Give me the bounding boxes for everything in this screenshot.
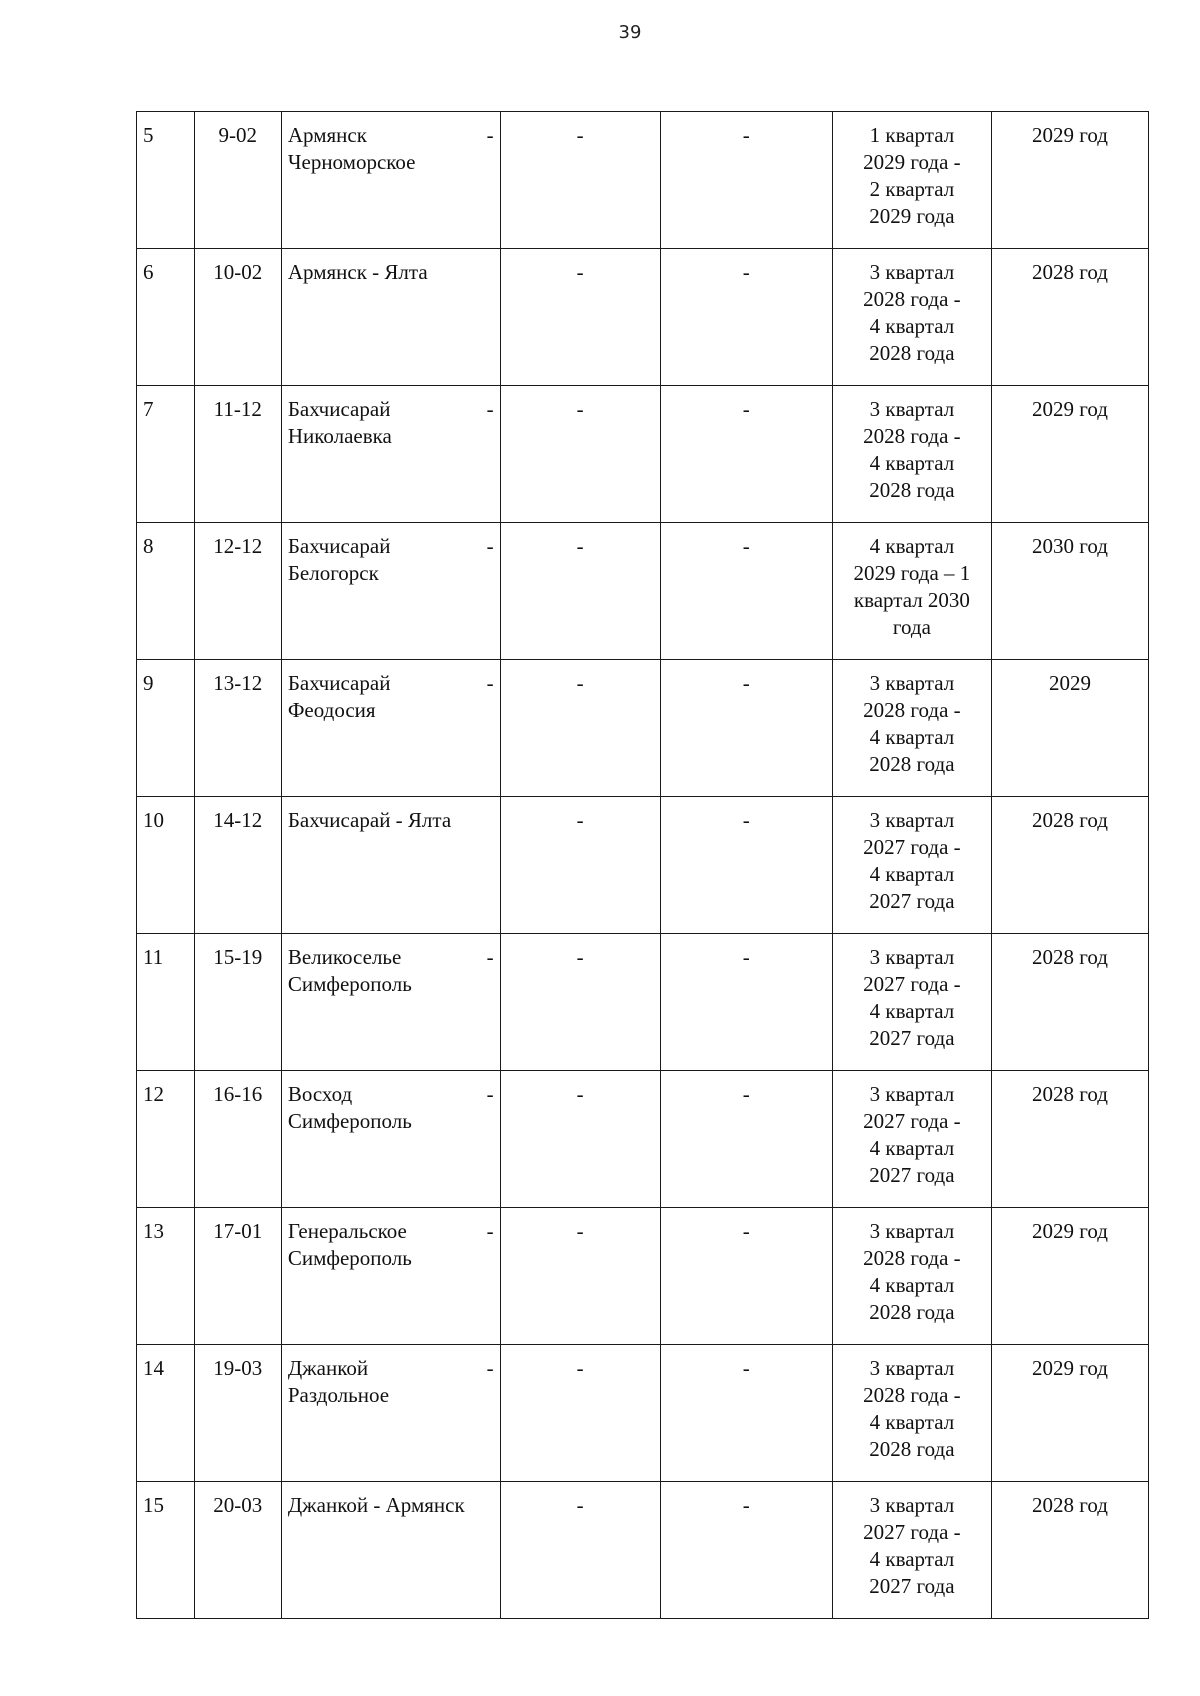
period-line: 2028 года: [869, 1437, 955, 1461]
column-4-value: -: [576, 945, 584, 969]
column-4-value: -: [576, 260, 584, 284]
route-code-cell: [194, 1345, 281, 1482]
column-4-value: -: [576, 123, 584, 147]
period-line: 3 квартал: [869, 1219, 955, 1243]
table-body: [137, 112, 1149, 1619]
period-line: 3 квартал: [869, 945, 955, 969]
route-code-cell: [194, 112, 281, 249]
column-4-cell: [500, 1208, 660, 1345]
column-5-cell: [660, 249, 832, 386]
period-line: 3 квартал: [869, 671, 955, 695]
row-number-cell: [137, 797, 195, 934]
completion-year: 2030 год: [1032, 534, 1108, 558]
column-4-value: -: [576, 534, 584, 558]
row-number-cell: [137, 660, 195, 797]
column-5-value: -: [742, 534, 750, 558]
completion-year-cell: [991, 1071, 1148, 1208]
period-line: 4 квартал: [869, 314, 955, 338]
route-name-cell: [281, 797, 500, 934]
route-code: 9-02: [218, 123, 258, 147]
completion-year: 2028 год: [1032, 260, 1108, 284]
period-line: 2028 года: [869, 478, 955, 502]
column-4-cell: [500, 1071, 660, 1208]
route-start: Бахчисарай: [287, 534, 391, 558]
row-number-cell: [137, 112, 195, 249]
period-line: 4 квартал: [869, 534, 955, 558]
route-code-cell: [194, 1208, 281, 1345]
row-number: 12: [143, 1082, 164, 1106]
period-line: 4 квартал: [869, 999, 955, 1023]
completion-year-cell: [991, 249, 1148, 386]
period-line: 3 квартал: [869, 1493, 955, 1517]
table-row: [137, 523, 1149, 660]
table-row: [137, 249, 1149, 386]
period-cell: [832, 112, 991, 249]
route-code: 19-03: [213, 1356, 263, 1380]
column-5-value: -: [742, 260, 750, 284]
period-line: 2 квартал: [869, 177, 955, 201]
period-cell: [832, 386, 991, 523]
route-end: Черноморское: [287, 150, 416, 174]
period-line: 2029 года – 1: [853, 561, 971, 585]
route-end: Раздольное: [287, 1383, 390, 1407]
route-name-cell: [281, 660, 500, 797]
period-cell: [832, 934, 991, 1071]
completion-year-cell: [991, 1208, 1148, 1345]
column-5-value: -: [742, 1493, 750, 1517]
row-number: 8: [143, 534, 154, 558]
period-line: 3 квартал: [869, 260, 955, 284]
completion-year: 2028 год: [1032, 1082, 1108, 1106]
route-code-cell: [194, 386, 281, 523]
route-start: Восход: [287, 1082, 353, 1106]
completion-year: 2029 год: [1032, 123, 1108, 147]
period-line: 2027 года: [869, 1163, 955, 1187]
column-5-cell: [660, 1071, 832, 1208]
completion-year-cell: [991, 1345, 1148, 1482]
period-line: 2029 года -: [863, 150, 961, 174]
table-row: [137, 934, 1149, 1071]
period-line: 4 квартал: [869, 1410, 955, 1434]
period-line: 4 квартал: [869, 1547, 955, 1571]
period-cell: [832, 1345, 991, 1482]
row-number-cell: [137, 934, 195, 1071]
route-end: Феодосия: [287, 698, 376, 722]
table-row: [137, 660, 1149, 797]
route-name-cell: [281, 1345, 500, 1482]
completion-year-cell: [991, 1482, 1148, 1619]
table-row: [137, 797, 1149, 934]
column-4-cell: [500, 797, 660, 934]
period-line: 4 квартал: [869, 451, 955, 475]
column-5-value: -: [742, 1082, 750, 1106]
route-start: Джанкой - Армянск: [287, 1493, 465, 1517]
column-4-cell: [500, 1345, 660, 1482]
period-line: 3 квартал: [869, 808, 955, 832]
column-5-value: -: [742, 123, 750, 147]
route-code-cell: [194, 249, 281, 386]
period-cell: [832, 523, 991, 660]
column-4-cell: [500, 934, 660, 1071]
completion-year: 2029 год: [1032, 397, 1108, 421]
completion-year-cell: [991, 797, 1148, 934]
period-cell: [832, 797, 991, 934]
completion-year-cell: [991, 660, 1148, 797]
table-row: [137, 1071, 1149, 1208]
page-number: 39: [618, 22, 642, 43]
row-number-cell: [137, 1208, 195, 1345]
column-5-value: -: [742, 808, 750, 832]
period-line: 2028 года -: [863, 287, 961, 311]
period-line: 2028 года -: [863, 1383, 961, 1407]
row-number: 10: [143, 808, 164, 832]
route-name-cell: [281, 1482, 500, 1619]
period-line: 4 квартал: [869, 725, 955, 749]
period-line: 2027 года -: [863, 972, 961, 996]
route-dash: -: [486, 1356, 494, 1380]
route-start: Армянск: [287, 123, 367, 147]
period-line: 2028 года: [869, 752, 955, 776]
route-code-cell: [194, 660, 281, 797]
route-start: Бахчисарай: [287, 671, 391, 695]
column-4-cell: [500, 112, 660, 249]
period-line: года: [892, 615, 931, 639]
period-line: 2027 года -: [863, 835, 961, 859]
row-number-cell: [137, 1071, 195, 1208]
period-line: 1 квартал: [869, 123, 955, 147]
route-end: Симферополь: [287, 1246, 412, 1270]
period-line: квартал 2030: [853, 588, 970, 612]
table-row: [137, 1482, 1149, 1619]
row-number-cell: [137, 1345, 195, 1482]
period-line: 2028 года: [869, 1300, 955, 1324]
route-name-cell: [281, 386, 500, 523]
route-end: Симферополь: [287, 1109, 412, 1133]
row-number: 7: [143, 397, 154, 421]
column-4-cell: [500, 386, 660, 523]
completion-year-cell: [991, 112, 1148, 249]
route-end: Симферополь: [287, 972, 412, 996]
column-4-value: -: [576, 671, 584, 695]
route-end: Белогорск: [287, 561, 379, 585]
row-number: 9: [143, 671, 154, 695]
column-5-value: -: [742, 671, 750, 695]
period-line: 4 квартал: [869, 1273, 955, 1297]
route-name-cell: [281, 1071, 500, 1208]
route-start: Бахчисарай: [287, 397, 391, 421]
route-name-cell: [281, 112, 500, 249]
route-end: Николаевка: [287, 424, 392, 448]
period-line: 3 квартал: [869, 397, 955, 421]
period-line: 2027 года: [869, 1026, 955, 1050]
route-dash: -: [486, 945, 494, 969]
completion-year: 2029 год: [1032, 1219, 1108, 1243]
route-name-cell: [281, 249, 500, 386]
table-row: [137, 1208, 1149, 1345]
route-dash: -: [486, 534, 494, 558]
route-start: Армянск - Ялта: [287, 260, 428, 284]
row-number: 11: [143, 945, 164, 969]
column-5-cell: [660, 1208, 832, 1345]
period-cell: [832, 1208, 991, 1345]
route-dash: -: [486, 1219, 494, 1243]
column-4-value: -: [576, 1082, 584, 1106]
period-cell: [832, 1071, 991, 1208]
column-5-cell: [660, 1482, 832, 1619]
row-number: 5: [143, 123, 154, 147]
route-name-cell: [281, 934, 500, 1071]
route-start: Джанкой: [287, 1356, 369, 1380]
period-line: 4 квартал: [869, 862, 955, 886]
row-number: 15: [143, 1493, 164, 1517]
column-5-value: -: [742, 1356, 750, 1380]
completion-year-cell: [991, 386, 1148, 523]
row-number-cell: [137, 523, 195, 660]
route-code: 11-12: [213, 397, 262, 421]
completion-year: 2028 год: [1032, 945, 1108, 969]
route-code: 17-01: [213, 1219, 263, 1243]
column-5-value: -: [742, 945, 750, 969]
route-code: 15-19: [213, 945, 263, 969]
route-name-cell: [281, 1208, 500, 1345]
period-line: 2027 года -: [863, 1520, 961, 1544]
route-dash: -: [486, 123, 494, 147]
period-line: 2029 года: [869, 204, 955, 228]
period-line: 2028 года -: [863, 424, 961, 448]
period-line: 2028 года -: [863, 1246, 961, 1270]
row-number-cell: [137, 249, 195, 386]
route-code: 12-12: [213, 534, 263, 558]
row-number: 6: [143, 260, 154, 284]
column-5-cell: [660, 523, 832, 660]
column-4-value: -: [576, 1493, 584, 1517]
route-code-cell: [194, 523, 281, 660]
period-line: 2027 года: [869, 1574, 955, 1598]
period-line: 2028 года: [869, 341, 955, 365]
period-line: 4 квартал: [869, 1136, 955, 1160]
column-5-value: -: [742, 1219, 750, 1243]
route-code: 10-02: [213, 260, 263, 284]
completion-year: 2028 год: [1032, 1493, 1108, 1517]
row-number-cell: [137, 1482, 195, 1619]
column-4-cell: [500, 523, 660, 660]
route-name-cell: [281, 523, 500, 660]
completion-year-cell: [991, 523, 1148, 660]
route-start: Генеральское: [287, 1219, 407, 1243]
period-line: 2027 года: [869, 889, 955, 913]
route-code-cell: [194, 1071, 281, 1208]
table-row: [137, 386, 1149, 523]
route-start: Бахчисарай - Ялта: [287, 808, 452, 832]
column-5-cell: [660, 112, 832, 249]
column-4-cell: [500, 660, 660, 797]
row-number: 13: [143, 1219, 164, 1243]
table-row: [137, 112, 1149, 249]
column-4-cell: [500, 249, 660, 386]
row-number: 14: [143, 1356, 164, 1380]
column-4-value: -: [576, 1219, 584, 1243]
period-line: 3 квартал: [869, 1082, 955, 1106]
route-code-cell: [194, 797, 281, 934]
column-5-cell: [660, 797, 832, 934]
period-cell: [832, 249, 991, 386]
column-5-cell: [660, 1345, 832, 1482]
route-dash: -: [486, 671, 494, 695]
column-4-value: -: [576, 1356, 584, 1380]
column-4-value: -: [576, 397, 584, 421]
column-4-value: -: [576, 808, 584, 832]
route-dash: -: [486, 1082, 494, 1106]
period-line: 3 квартал: [869, 1356, 955, 1380]
completion-year-cell: [991, 934, 1148, 1071]
route-start: Великоселье: [287, 945, 402, 969]
period-line: 2028 года -: [863, 698, 961, 722]
column-5-cell: [660, 660, 832, 797]
route-code: 16-16: [213, 1082, 263, 1106]
column-5-cell: [660, 386, 832, 523]
route-code-cell: [194, 934, 281, 1071]
period-cell: [832, 660, 991, 797]
route-code: 13-12: [213, 671, 263, 695]
route-dash: -: [486, 397, 494, 421]
completion-year: 2028 год: [1032, 808, 1108, 832]
route-code: 20-03: [213, 1493, 263, 1517]
table-row: [137, 1345, 1149, 1482]
completion-year: 2029: [1048, 671, 1091, 695]
column-5-cell: [660, 934, 832, 1071]
completion-year: 2029 год: [1032, 1356, 1108, 1380]
column-4-cell: [500, 1482, 660, 1619]
period-line: 2027 года -: [863, 1109, 961, 1133]
schedule-table: [136, 111, 1149, 1619]
row-number-cell: [137, 386, 195, 523]
period-cell: [832, 1482, 991, 1619]
route-code-cell: [194, 1482, 281, 1619]
column-5-value: -: [742, 397, 750, 421]
route-code: 14-12: [213, 808, 263, 832]
